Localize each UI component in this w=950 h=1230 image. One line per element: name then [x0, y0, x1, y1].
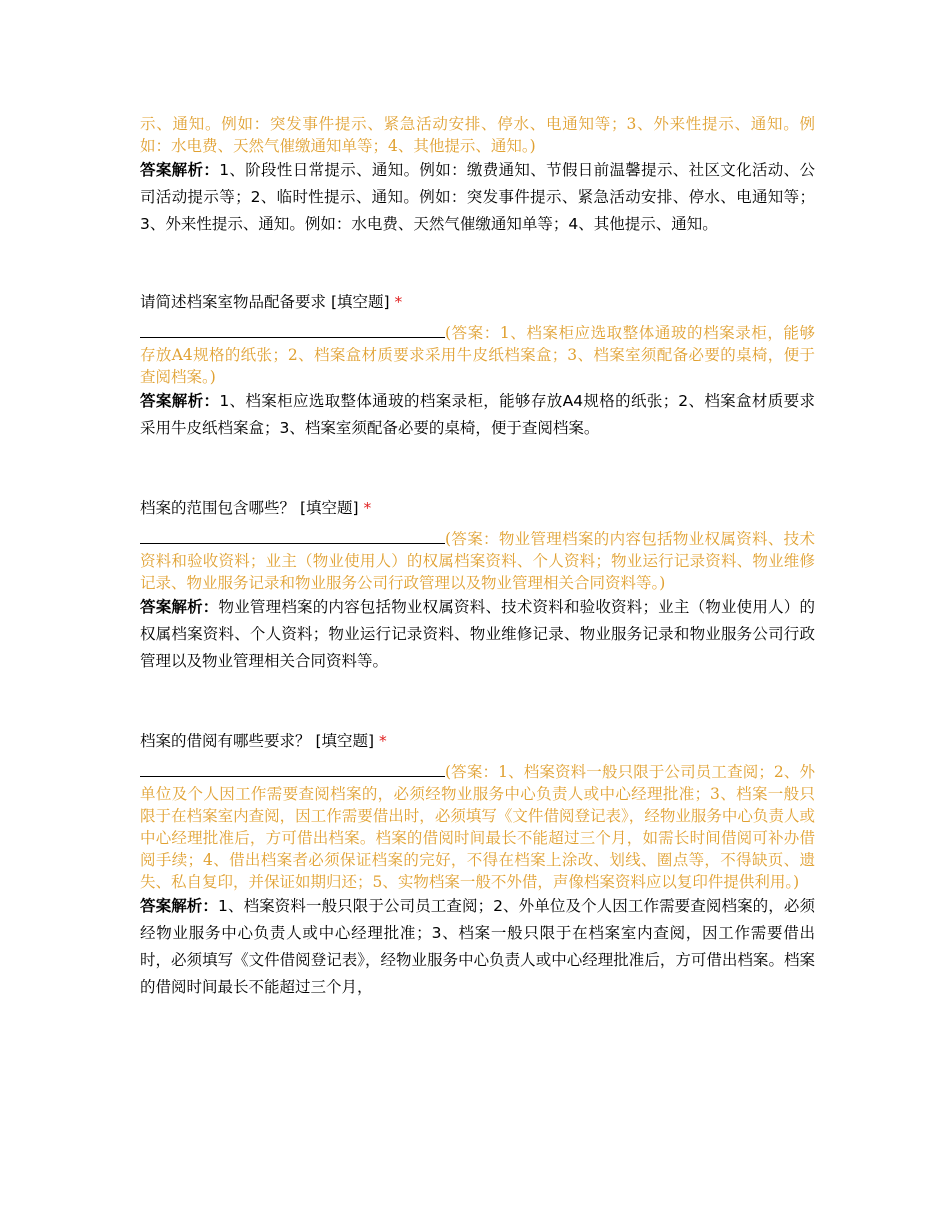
answer-text: 示、通知。例如：突发事件提示、紧急活动安排、停水、电通知等；3、外来性提示、通知。例如：水电费、天然气催缴通知单等；4、其他提示、通知。)	[140, 115, 815, 155]
fill-blank[interactable]	[140, 762, 445, 777]
answer-text	[140, 761, 815, 893]
analysis-paragraph	[140, 157, 815, 238]
required-marker: *	[363, 499, 372, 517]
question-text: 档案的范围包含哪些？	[140, 499, 296, 517]
question-block-1	[140, 290, 815, 442]
question-title	[140, 290, 815, 314]
answer-text	[140, 322, 815, 388]
fill-blank[interactable]	[140, 323, 445, 338]
question-type: [填空题]	[299, 499, 359, 517]
question-text: 档案的借阅有哪些要求？	[140, 732, 311, 750]
analysis-label: 答案解析：	[140, 392, 220, 410]
question-title	[140, 496, 815, 520]
analysis-label: 答案解析：	[140, 598, 219, 616]
answer-text	[140, 528, 815, 594]
analysis-paragraph	[140, 594, 815, 675]
analysis-paragraph	[140, 893, 815, 1001]
fill-blank[interactable]	[140, 529, 445, 544]
question-type: [填空题]	[315, 732, 375, 750]
answer-content: (答案：1、档案资料一般只限于公司员工查阅；2、外单位及个人因工作需要查阅档案的，必须经物业服务中心负责人或中心经理批准；3、档案一般只限于在档案室内查阅，因工作需要借出时，必须填写《文件借阅登记表》，经物业服务中心负责人或中心经理批准后，方可借出档案。档案的借阅时间最长不能超过三个月，如需长时间借阅可补办借阅手续；4、借出档案者必须保证档案的完好，不得在档案上涂改、划线、圈点等，不得缺页、遗失、私自复印，并保证如期归还；5、实物档案一般不外借，声像档案资料应以复印件提供利用。)	[140, 763, 815, 891]
question-block-2	[140, 496, 815, 675]
answer-content: (答案：1、档案柜应选取整体通玻的档案录柜，能够存放A4规格的纸张；2、档案盒材质要求采用牛皮纸档案盒；3、档案室须配备必要的桌椅，便于查阅档案。)	[140, 324, 815, 386]
question-title	[140, 729, 815, 753]
question-type: [填空题]	[330, 293, 390, 311]
analysis-text: 1、档案资料一般只限于公司员工查阅；2、外单位及个人因工作需要查阅档案的，必须经物业服务中心负责人或中心经理批准；3、档案一般只限于在档案室内查阅，因工作需要借出时，必须填写《文件借阅登记表》，经物业服务中心负责人或中心经理批准后，方可借出档案。档案的借阅时间最长不能超过三个月，	[140, 897, 815, 996]
question-block-3	[140, 729, 815, 1001]
required-marker: *	[379, 732, 387, 750]
analysis-paragraph	[140, 388, 815, 442]
analysis-text: 物业管理档案的内容包括物业权属资料、技术资料和验收资料；业主（物业使用人）的权属档案资料、个人资料；物业运行记录资料、物业维修记录、物业服务记录和物业服务公司行政管理以及物业管理相关合同资料等。	[140, 598, 815, 670]
analysis-label: 答案解析：	[140, 161, 220, 179]
intro-section	[140, 113, 815, 238]
analysis-label: 答案解析：	[140, 897, 219, 915]
analysis-text: 1、档案柜应选取整体通玻的档案录柜，能够存放A4规格的纸张；2、档案盒材质要求采用牛皮纸档案盒；3、档案室须配备必要的桌椅，便于查阅档案。	[140, 392, 815, 437]
document-page	[140, 113, 815, 1001]
answer-content: (答案：物业管理档案的内容包括物业权属资料、技术资料和验收资料；业主（物业使用人）的权属档案资料、个人资料；物业运行记录资料、物业维修记录、物业服务记录和物业服务公司行政管理以及物业管理相关合同资料等。)	[140, 530, 815, 592]
required-marker: *	[394, 293, 403, 311]
question-text: 请简述档案室物品配备要求	[140, 293, 327, 311]
analysis-text: 1、阶段性日常提示、通知。例如：缴费通知、节假日前温馨提示、社区文化活动、公司活动提示等；2、临时性提示、通知。例如：突发事件提示、紧急活动安排、停水、电通知等；3、外来性提示、通知。例如：水电费、天然气催缴通知单等；4、其他提示、通知。	[140, 161, 815, 233]
